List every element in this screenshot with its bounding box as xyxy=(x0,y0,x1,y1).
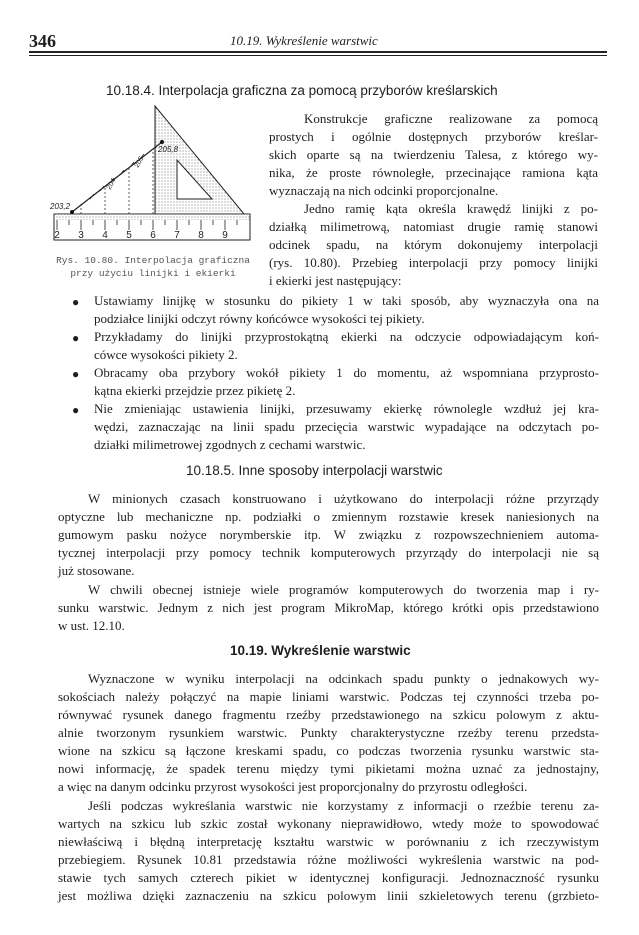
paragraph-line: W chwili obecnej istnieje wiele programów komputerowych do tworzenia map i ry- xyxy=(88,582,599,597)
ruler-number: 8 xyxy=(198,230,204,241)
figure-caption-line2: przy użyciu linijki i ekierki xyxy=(70,268,236,279)
section-heading-10-18-5: 10.18.5. Inne sposoby interpolacji warstwic xyxy=(186,463,443,478)
paragraph-line: wione na szkicu są łączone kreskami spadu, co podczas tworzenia rysunku warstwic sta- xyxy=(58,743,599,758)
bullet-text: cówce wysokości pikiety 2. xyxy=(94,347,238,362)
paragraph-line: w ust. 12.10. xyxy=(58,618,125,633)
paragraph-line: już stosowane. xyxy=(58,563,135,578)
bullet-text: Ustawiamy linijkę w stosunku do pikiety 1 w taki sposób, aby wyznaczyła ona na xyxy=(94,293,599,308)
paragraph-line: (rys. 10.80). Przebieg interpolacji przy pomocy linijki xyxy=(269,255,598,270)
paragraph-line: nika, że proste równoległe, przecinające ramiona kąta xyxy=(269,165,598,180)
bullet-text: wędzi, zaznaczając na linii spadu przecięcia warstwic wypadające na odczytach po- xyxy=(94,419,599,434)
bullet-dot: ● xyxy=(72,367,80,381)
header-rule-thin xyxy=(29,55,607,56)
bullet-dot: ● xyxy=(72,295,80,309)
slope-line xyxy=(72,142,162,212)
paragraph-line: stawie tych samych czterech pikiet w identycznej konfiguracji. Jednoznaczność rysunku xyxy=(58,870,599,885)
paragraph-line: i ekierki jest następujący: xyxy=(269,273,402,288)
ruler-number: 7 xyxy=(174,230,180,241)
bullet-text: podziałce linijki odczyt równy końcówce wysokości tej pikiety. xyxy=(94,311,425,326)
figure-caption-line1: Rys. 10.80. Interpolacja graficzna xyxy=(56,255,250,266)
label-205-8: 205,8 xyxy=(158,145,179,154)
section-heading-10-18-4: 10.18.4. Interpolacja graficzna za pomocą przyborów kreślarskich xyxy=(106,83,498,98)
paragraph-line: działką milimetrową, natomiast drugie ramię stanowi xyxy=(269,219,598,234)
paragraph-line: wartych na szkicu lub szkic został wykonany nieprawidłowo, wtedy może to spowodować xyxy=(58,816,599,831)
ruler-number: 2 xyxy=(54,230,60,241)
paragraph-line: optyczne lub mechaniczne np. podziałki o zmiennym rozstawie kresek naniesionych na xyxy=(58,509,599,524)
paragraph-line: nowi informację, że spadek terenu między tymi pikietami można uznać za jednostajny, xyxy=(58,761,599,776)
paragraph-line: a więc na danym odcinku przyrost wysokości jest proporcjonalny do przyrostu odległości. xyxy=(58,779,528,794)
paragraph-line: równywać rysunek danego fragmentu rzeźby przedstawionego na szkicu polowym z aktu- xyxy=(58,707,599,722)
page-number: 346 xyxy=(29,31,56,51)
bullet-text: działki milimetrowej zgodnych z cechami warstwic. xyxy=(94,437,366,452)
paragraph-line: odcinek spadu, na którym dokonujemy interpolacji xyxy=(269,237,598,252)
running-title: 10.19. Wykreślenie warstwic xyxy=(230,33,378,48)
paragraph-line: prostych i ogólnie dostępnych przyborów kreślar- xyxy=(269,129,598,144)
paragraph-line: jest możliwa dzięki zaznaczeniu na szkicu polowym linii szkieletowych terenu (grzbieto- xyxy=(58,888,599,903)
paragraph-line: skich oparte są na twierdzeniu Talesa, z którego wy- xyxy=(269,147,598,162)
paragraph-line: niewłaściwą i błędną interpretację kształtu warstwic w porównaniu z ich rzeczywistym xyxy=(58,834,599,849)
ruler-number: 5 xyxy=(126,230,132,241)
paragraph-line: gumowym pasku nożyce norymberskie itp. W związku z rozpowszechnieniem automa- xyxy=(58,527,599,542)
paragraph-line: Jedno ramię kąta określa krawędź linijki z po- xyxy=(304,201,598,216)
label-203-2: 203,2 xyxy=(50,202,71,211)
paragraph-line: tycznej interpolacji przy pomocy technik komputerowych przyrządy do interpolacji nie są xyxy=(58,545,599,560)
bullet-text: Obracamy oba przybory wokół pikiety 1 do momentu, aż wspomniana przyprosto- xyxy=(94,365,599,380)
bullet-text: Przykładamy do linijki przyprostokątną ekierki na odczycie odpowiadającym koń- xyxy=(94,329,599,344)
paragraph-line: sokościach należy połączyć na mapie liniami warstwic. Podczas tej czynności trzeba po- xyxy=(58,689,599,704)
slope-label-204: 204 xyxy=(105,177,118,191)
bullet-dot: ● xyxy=(72,331,80,345)
ruler-number: 3 xyxy=(78,230,84,241)
set-square xyxy=(155,106,249,220)
paragraph-line: przebiegiem. Rysunek 10.81 przedstawia różne możliwości wykreślenia warstwic na pod- xyxy=(58,852,599,867)
paragraph-line: Konstrukcje graficzne realizowane za pomocą xyxy=(304,111,598,126)
paragraph-line: wyznaczają na nich odcinki proporcjonalne. xyxy=(269,183,499,198)
ruler-number: 4 xyxy=(102,230,108,241)
paragraph-line: Jeśli podczas wykreślania warstwic nie korzystamy z informacji o rzeźbie terenu za- xyxy=(88,798,599,813)
ruler-number: 6 xyxy=(150,230,156,241)
slope-label-205: 205 xyxy=(133,155,146,169)
header-rule xyxy=(29,51,607,53)
paragraph-line: sunku warstwic. Jednym z nich jest program MikroMap, którego krótki opis przedstawiono xyxy=(58,600,599,615)
bullet-text: kątna ekierki przejdzie przez pikietę 2. xyxy=(94,383,296,398)
paragraph-line: Wyznaczone w wyniku interpolacji na odcinkach spadu punkty o jednakowych wy- xyxy=(88,671,599,686)
paragraph-line: W minionych czasach konstruowano i użytkowano do interpolacji różne przyrządy xyxy=(88,491,599,506)
figure-10-80 xyxy=(50,102,255,254)
bullet-text: Nie zmieniając ustawienia linijki, przesuwamy ekierkę równolegle wzdłuż jej kra- xyxy=(94,401,599,416)
section-heading-10-19: 10.19. Wykreślenie warstwic xyxy=(230,643,411,658)
bullet-dot: ● xyxy=(72,403,80,417)
paragraph-line: alnie tworzonym rysunkiem warstwic. Punkty charakterystyczne rzeźby terenu przedsta- xyxy=(58,725,599,740)
ruler-number: 9 xyxy=(222,230,228,241)
